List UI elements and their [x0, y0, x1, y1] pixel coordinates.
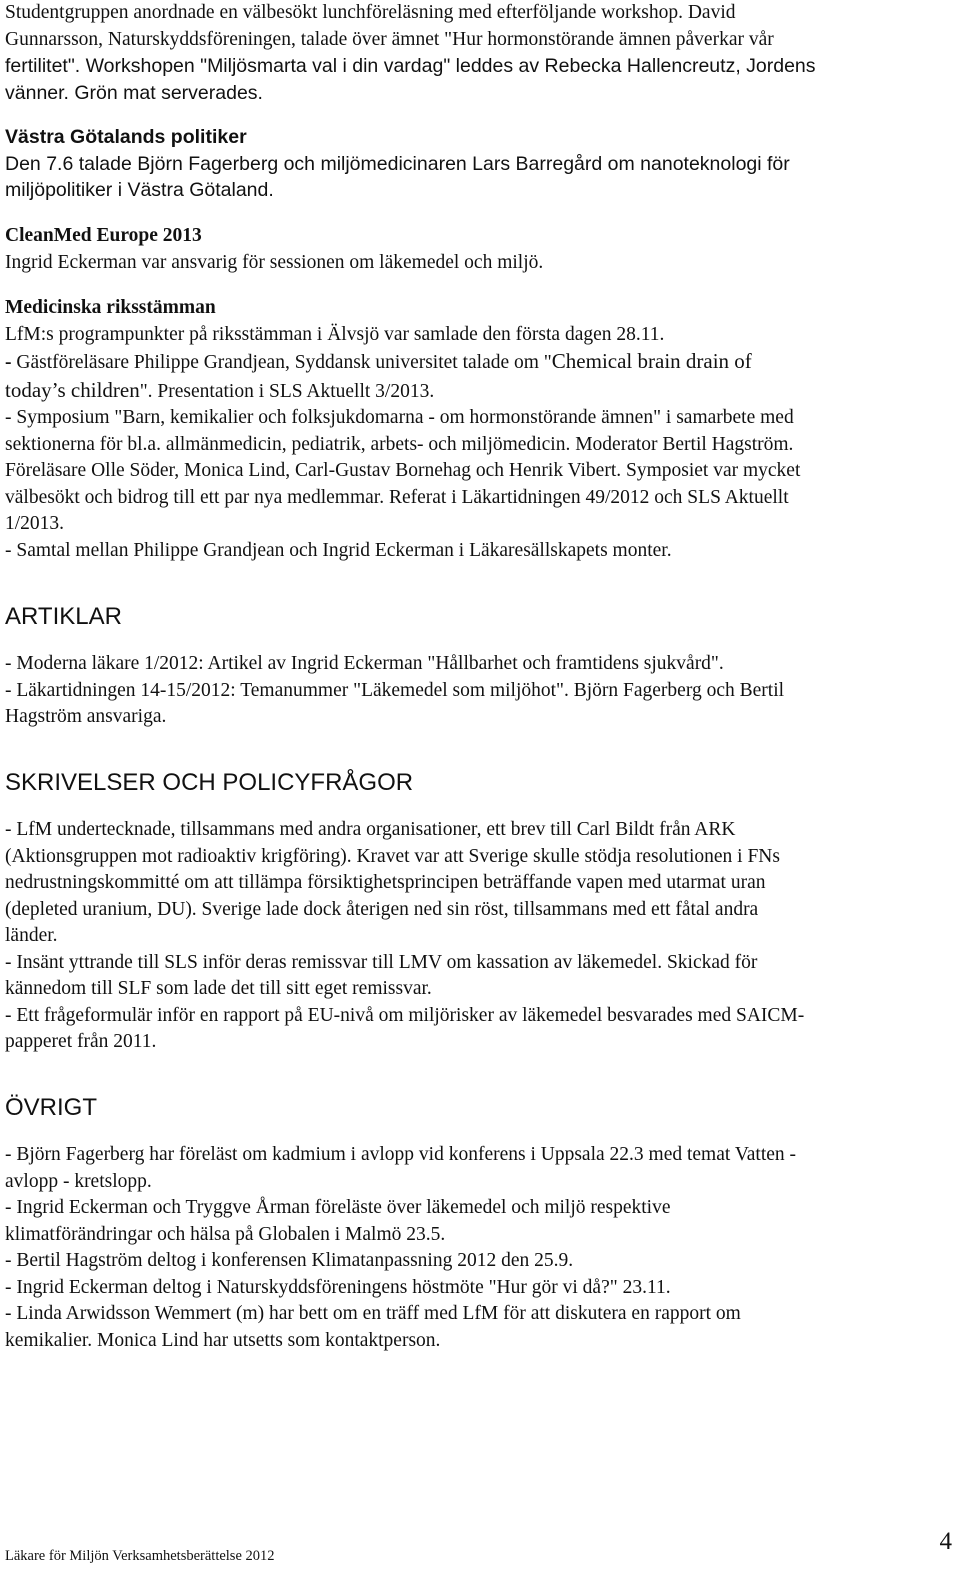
page-number: 4	[939, 1528, 952, 1555]
ovrigt-line-4: klimatförändringar och hälsa på Globalen i Malmö 23.5.	[5, 1223, 446, 1245]
ovrigt-line-3: - Ingrid Eckerman och Tryggve Årman föreläste över läkemedel och miljö respektive	[5, 1197, 671, 1218]
riks-guest-line-2	[5, 377, 800, 406]
skrivelser-line-9: papperet från 2011.	[5, 1031, 157, 1052]
vg-heading: Västra Götalands politiker	[5, 126, 247, 148]
ovrigt-heading: ÖVRIGT	[5, 1094, 98, 1121]
vg-line-1: Den 7.6 talade Björn Fagerberg och miljömedicinaren Lars Barregård om nanoteknologi för	[5, 152, 790, 175]
skrivelser-line-2: (Aktionsgruppen mot radioaktiv krigföring). Kravet var att Sverige skulle stödja resolutionen i FNs	[5, 845, 780, 867]
riks-symposium-line-3: Föreläsare Olle Söder, Monica Lind, Carl-Gustav Bornehag och Henrik Vibert. Symposiet var mycket	[5, 460, 801, 481]
artiklar-heading: ARTIKLAR	[5, 603, 122, 630]
ovrigt-line-2: avlopp - kretslopp.	[5, 1170, 152, 1192]
riks-line-1: LfM:s programpunkter på riksstämman i Älvsjö var samlade den första dagen 28.11.	[5, 323, 665, 345]
riks-symposium-line-2: sektionerna för bl.a. allmänmedicin, pediatrik, arbets- och miljömedicin. Moderator Bertil Hagström.	[5, 433, 794, 455]
riks-guest-title-2: today’s children	[5, 377, 140, 402]
riks-guest-dash: -	[5, 352, 12, 373]
skrivelser-line-5: länder.	[5, 925, 58, 946]
ovrigt-line-1: - Björn Fagerberg har föreläst om kadmium i avlopp vid konferens i Uppsala 22.3 med temat Vatten -	[5, 1144, 797, 1165]
riks-symposium-line-4: välbesökt och bidrog till ett par nya medlemmar. Referat i Läkartidningen 49/2012 och SLS Aktuellt	[5, 486, 789, 508]
cleanmed-section	[5, 223, 543, 276]
riks-talk-line-1: - Samtal mellan Philippe Grandjean och Ingrid Eckerman i Läkaresällskapets monter.	[5, 539, 672, 561]
artiklar-line-1: - Moderna läkare 1/2012: Artikel av Ingrid Eckerman "Hållbarhet och framtidens sjukvård".	[5, 653, 724, 674]
skrivelser-line-1: - LfM undertecknade, tillsammans med andra organisationer, ett brev till Carl Bildt från ARK	[5, 819, 736, 840]
skrivelser-line-8: - Ett frågeformulär inför en rapport på EU-nivå om miljörisker av läkemedel besvarades med SAICM-	[5, 1004, 805, 1026]
intro-line-1: Studentgruppen anordnade en välbesökt lunchföreläsning med efterföljande workshop. David	[5, 2, 736, 23]
riks-symposium-line-5: 1/2013.	[5, 513, 65, 534]
artiklar-line-2: - Läkartidningen 14-15/2012: Temanummer "Läkemedel som miljöhot". Björn Fagerberg och Bertil	[5, 679, 785, 701]
intro-paragraph	[5, 0, 816, 106]
riks-guest-text-2: ". Presentation i SLS Aktuellt 3/2013.	[139, 380, 435, 402]
riks-guest-text-1: Gästföreläsare Philippe Grandjean, Syddansk universitet talade om "	[11, 352, 552, 373]
riks-guest-line-1	[5, 348, 800, 377]
ovrigt-line-8: kemikalier. Monica Lind har utsetts som kontaktperson.	[5, 1329, 441, 1351]
intro-line-4: vänner. Grön mat serverades.	[5, 81, 263, 104]
vg-line-2: miljöpolitiker i Västra Götaland.	[5, 179, 274, 201]
riks-symposium-line-1: - Symposium "Barn, kemikalier och folksjukdomarna - om hormonstörande ämnen" i samarbete med	[5, 407, 794, 428]
intro-line-3: fertilitet". Workshopen "Miljösmarta val i din vardag" leddes av Rebecka Hallencreutz, Jordens	[5, 55, 816, 77]
cleanmed-line-1: Ingrid Eckerman var ansvarig för sessionen om läkemedel och miljö.	[5, 251, 544, 273]
cleanmed-heading: CleanMed Europe 2013	[5, 225, 202, 246]
ovrigt-line-5: - Bertil Hagström deltog i konferensen Klimatanpassning 2012 den 25.9.	[5, 1250, 574, 1271]
skrivelser-section	[5, 768, 804, 1056]
intro-line-2: Gunnarsson, Naturskyddsföreningen, talade över ämnet "Hur hormonstörande ämnen påverkar vår	[5, 28, 774, 50]
skrivelser-line-6: - Insänt yttrande till SLS inför deras remissvar till LMV om kassation av läkemedel. Skickad för	[5, 951, 758, 973]
ovrigt-section	[5, 1093, 796, 1354]
footer-title: Läkare för Miljön Verksamhetsberättelse 2012	[5, 1548, 275, 1564]
riks-guest-title-1: Chemical brain drain of	[551, 349, 752, 373]
vg-section	[5, 124, 790, 204]
skrivelser-heading: SKRIVELSER OCH POLICYFRÅGOR	[5, 769, 414, 796]
skrivelser-line-3: nedrustningskommitté om att tillämpa försiktighetsprincipen beträffande vapen med utarmat uran	[5, 872, 766, 893]
riks-heading: Medicinska riksstämman	[5, 297, 216, 318]
skrivelser-line-7: kännedom till SLF som lade det till sitt eget remissvar.	[5, 978, 432, 999]
artiklar-line-3: Hagström ansvariga.	[5, 706, 167, 727]
riks-section	[5, 295, 800, 564]
artiklar-section	[5, 602, 784, 731]
skrivelser-line-4: (depleted uranium, DU). Sverige lade dock återigen ned sin röst, tillsammans med ett fåtal andra	[5, 898, 759, 920]
ovrigt-line-7: - Linda Arwidsson Wemmert (m) har bett om en träff med LfM för att diskutera en rapport om	[5, 1303, 741, 1324]
ovrigt-line-6: - Ingrid Eckerman deltog i Naturskyddsföreningens höstmöte "Hur gör vi då?" 23.11.	[5, 1276, 671, 1298]
